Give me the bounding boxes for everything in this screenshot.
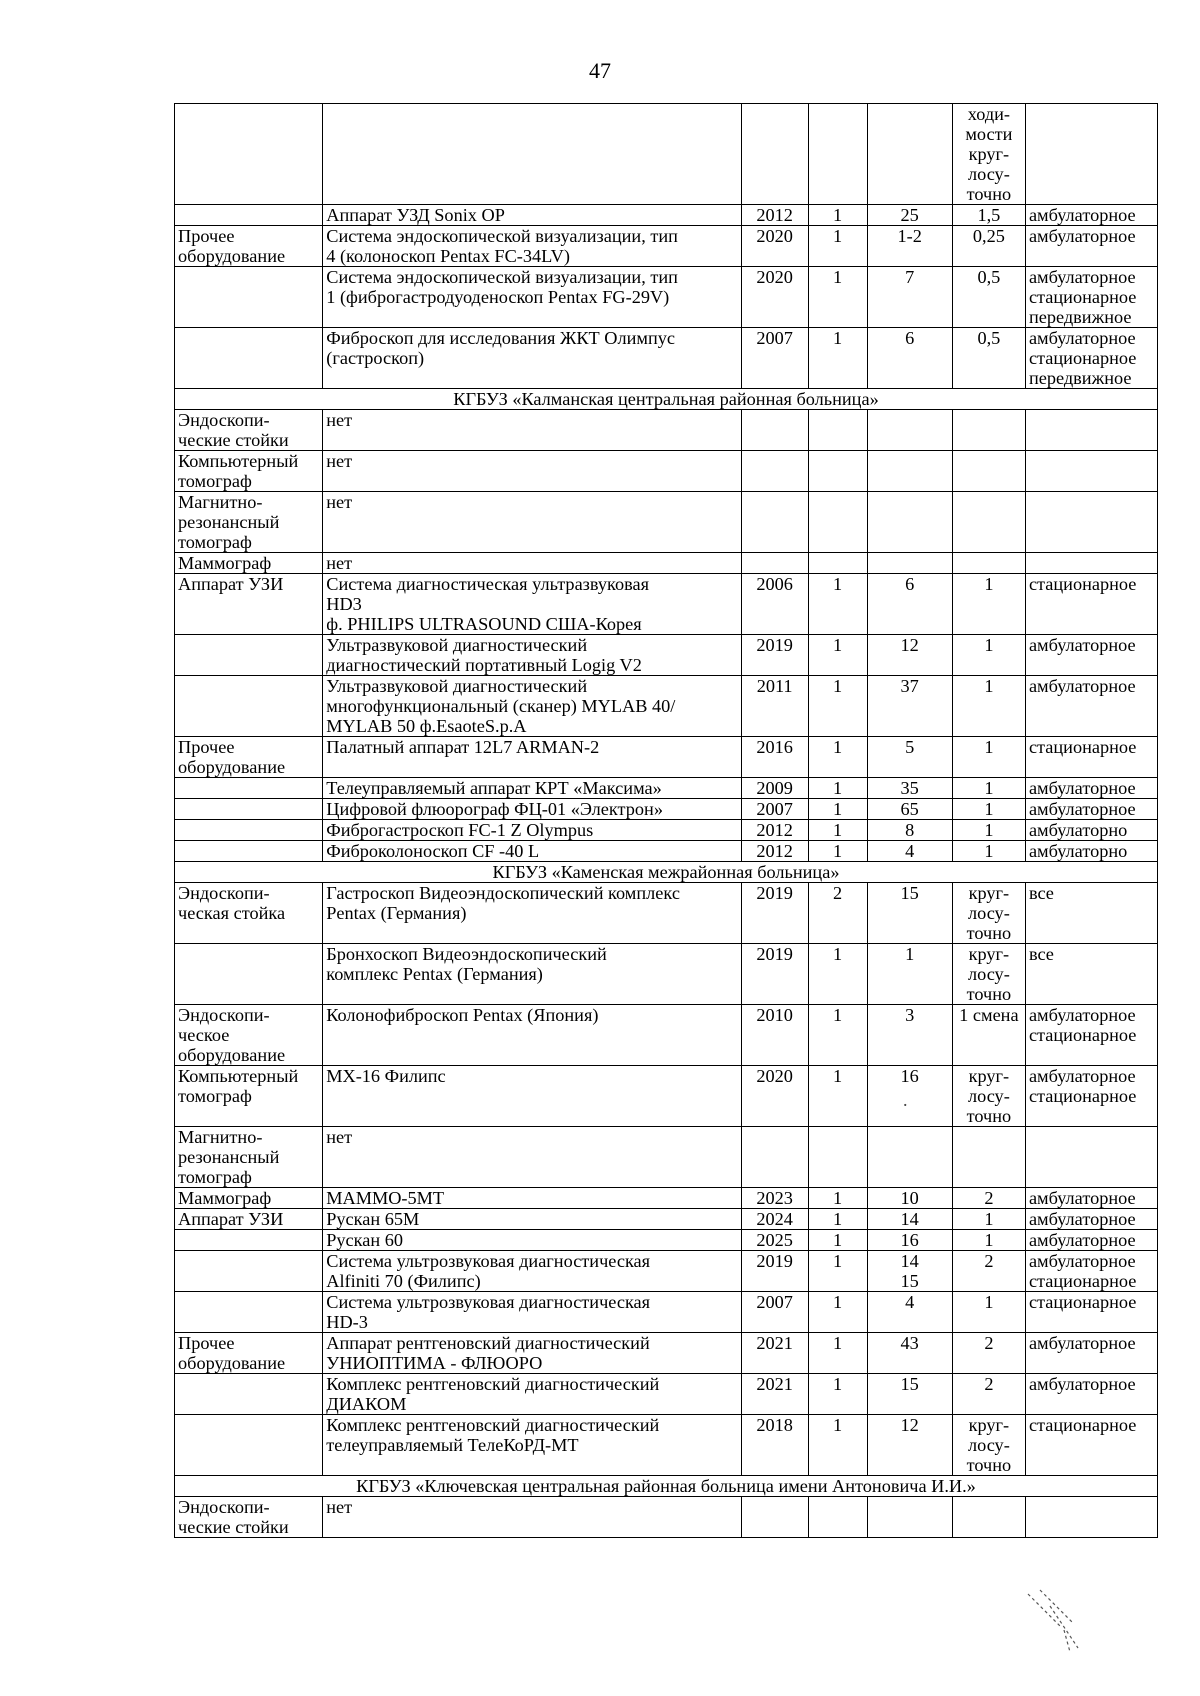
qty-cell (808, 553, 867, 574)
table-body (175, 104, 1158, 1538)
equipment-cell: Гастроскоп Видеоэндоскопический комплекс Pentax (Германия) (323, 883, 741, 944)
page-number: 47 (589, 58, 611, 83)
qty-cell: 1 (808, 944, 867, 1005)
mode-cell: амбулаторное стационарное (1025, 1005, 1157, 1066)
table-row (175, 1292, 1158, 1333)
qty-cell: 1 (808, 205, 867, 226)
table-row (175, 737, 1158, 778)
equipment-cell: Цифровой флюорограф ФЦ-01 «Электрон» (323, 799, 741, 820)
qty-cell (808, 1497, 867, 1538)
category-cell: Прочее оборудование (175, 737, 323, 778)
load-cell: круг- лосу- точно (952, 1415, 1025, 1476)
qty-cell (808, 451, 867, 492)
category-cell: Прочее оборудование (175, 1333, 323, 1374)
mode-cell: стационарное (1025, 574, 1157, 635)
table-row (175, 574, 1158, 635)
category-cell (175, 267, 323, 328)
equipment-cell: нет (323, 410, 741, 451)
category-cell (175, 841, 323, 862)
qty-cell: 2 (808, 883, 867, 944)
category-cell: Эндоскопи- ческие стойки (175, 1497, 323, 1538)
mode-cell: стационарное (1025, 1415, 1157, 1476)
qty-cell: 1 (808, 1251, 867, 1292)
year-cell (741, 553, 808, 574)
category-cell: Аппарат УЗИ (175, 1209, 323, 1230)
table-row (175, 841, 1158, 862)
year-cell: 2012 (741, 205, 808, 226)
equipment-cell: Аппарат рентгеновский диагностический УНИОПТИМА - ФЛЮОРО (323, 1333, 741, 1374)
load-cell: круг- лосу- точно (952, 1066, 1025, 1127)
wear-cell: 10 (867, 1188, 952, 1209)
table-row (175, 1209, 1158, 1230)
wear-cell: 1 (867, 944, 952, 1005)
qty-cell: 1 (808, 267, 867, 328)
category-cell (175, 328, 323, 389)
year-cell (741, 410, 808, 451)
wear-cell (867, 410, 952, 451)
year-cell: 2012 (741, 841, 808, 862)
qty-cell: 1 (808, 1005, 867, 1066)
table-row (175, 1415, 1158, 1476)
load-cell: 1 (952, 820, 1025, 841)
category-cell (175, 944, 323, 1005)
category-cell (175, 778, 323, 799)
equipment-cell: Рускан 65М (323, 1209, 741, 1230)
mode-cell: амбулаторно (1025, 841, 1157, 862)
qty-cell: 1 (808, 1230, 867, 1251)
qty-cell: 1 (808, 676, 867, 737)
mode-cell (1025, 1497, 1157, 1538)
load-cell: 2 (952, 1374, 1025, 1415)
equipment-cell: нет (323, 451, 741, 492)
year-cell: 2020 (741, 226, 808, 267)
wear-cell: 25 (867, 205, 952, 226)
equipment-cell: нет (323, 492, 741, 553)
year-cell: 2006 (741, 574, 808, 635)
year-cell (741, 1497, 808, 1538)
mode-cell: амбулаторное стационарное передвижное (1025, 267, 1157, 328)
table-row (175, 205, 1158, 226)
load-cell: круг- лосу- точно (952, 944, 1025, 1005)
equipment-cell: Ультразвуковой диагностический диагностический портативный Logig V2 (323, 635, 741, 676)
table-row (175, 676, 1158, 737)
qty-cell: 1 (808, 841, 867, 862)
table-row (175, 1374, 1158, 1415)
table-row (175, 1251, 1158, 1292)
header-continuation-row (175, 104, 1158, 205)
equipment-cell: Комплекс рентгеновский диагностический телеуправляемый ТелеКоРД-МТ (323, 1415, 741, 1476)
mode-cell: амбулаторное (1025, 1209, 1157, 1230)
equipment-cell: Ультразвуковой диагностический многофункциональный (сканер) MYLAB 40/ MYLAB 50 ф.EsaoteS.p.A (323, 676, 741, 737)
load-cell: 1 смена (952, 1005, 1025, 1066)
equipment-cell: Колонофиброскоп Pentax (Япония) (323, 1005, 741, 1066)
load-cell: 1 (952, 1292, 1025, 1333)
year-cell: 2012 (741, 820, 808, 841)
load-cell: 0,5 (952, 267, 1025, 328)
year-cell: 2007 (741, 328, 808, 389)
qty-cell (808, 410, 867, 451)
category-cell: Эндоскопи- ческая стойка (175, 883, 323, 944)
wear-cell (867, 451, 952, 492)
handwritten-mark-icon (1020, 1586, 1090, 1656)
equipment-cell: Палатный аппарат 12L7 ARMAN-2 (323, 737, 741, 778)
table-row (175, 267, 1158, 328)
equipment-cell: Аппарат УЗД Sonix OP (323, 205, 741, 226)
qty-cell: 1 (808, 778, 867, 799)
equipment-cell: Комплекс рентгеновский диагностический ДИАКОМ (323, 1374, 741, 1415)
category-cell (175, 635, 323, 676)
year-cell: 2019 (741, 635, 808, 676)
category-cell (175, 1292, 323, 1333)
year-cell: 2019 (741, 883, 808, 944)
load-cell (952, 1497, 1025, 1538)
wear-cell: 16 (867, 1066, 952, 1127)
qty-cell (808, 492, 867, 553)
year-cell: 2007 (741, 799, 808, 820)
year-cell (741, 1127, 808, 1188)
equipment-cell: Рускан 60 (323, 1230, 741, 1251)
load-cell (952, 553, 1025, 574)
load-cell: 1 (952, 574, 1025, 635)
category-cell: Компьютерный томограф (175, 1066, 323, 1127)
wear-cell: 6 (867, 574, 952, 635)
equipment-cell: Система эндоскопической визуализации, тип 4 (колоноскоп Pentax FC-34LV) (323, 226, 741, 267)
category-cell (175, 820, 323, 841)
wear-cell: 4 (867, 841, 952, 862)
equipment-cell: Фиброколоноскоп CF -40 L (323, 841, 741, 862)
year-cell: 2021 (741, 1374, 808, 1415)
mode-cell (1025, 451, 1157, 492)
mode-cell: амбулаторное (1025, 226, 1157, 267)
wear-cell: 15 (867, 883, 952, 944)
wear-cell: 4 (867, 1292, 952, 1333)
table-row (175, 328, 1158, 389)
wear-cell (867, 553, 952, 574)
category-cell: Компьютерный томограф (175, 451, 323, 492)
qty-cell: 1 (808, 1374, 867, 1415)
section-header-row (175, 389, 1158, 410)
year-cell: 2016 (741, 737, 808, 778)
load-cell: круг- лосу- точно (952, 883, 1025, 944)
load-cell: 1 (952, 799, 1025, 820)
qty-cell: 1 (808, 1333, 867, 1374)
wear-cell: 1-2 (867, 226, 952, 267)
category-cell: Маммограф (175, 1188, 323, 1209)
mode-cell: амбулаторное стационарное передвижное (1025, 328, 1157, 389)
year-cell: 2019 (741, 944, 808, 1005)
year-cell (741, 451, 808, 492)
wear-cell: 8 (867, 820, 952, 841)
table-row (175, 1230, 1158, 1251)
section-header-row (175, 862, 1158, 883)
header-continuation-cell: ходи- мости круг- лосу- точно (952, 104, 1025, 205)
equipment-cell: Система ультрозвуковая диагностическая Alfiniti 70 (Филипс) (323, 1251, 741, 1292)
equipment-cell: Система ультрозвуковая диагностическая HD-3 (323, 1292, 741, 1333)
category-cell (175, 799, 323, 820)
mode-cell: амбулаторное (1025, 205, 1157, 226)
table-row (175, 1497, 1158, 1538)
qty-cell: 1 (808, 1066, 867, 1127)
mode-cell: все (1025, 883, 1157, 944)
equipment-cell: Телеуправляемый аппарат КРТ «Максима» (323, 778, 741, 799)
mode-cell: амбулаторное (1025, 799, 1157, 820)
table-row (175, 1188, 1158, 1209)
qty-cell: 1 (808, 1292, 867, 1333)
load-cell: 2 (952, 1188, 1025, 1209)
wear-cell: 12 (867, 635, 952, 676)
stray-mark: . (903, 1090, 908, 1110)
load-cell: 1 (952, 737, 1025, 778)
table-row (175, 799, 1158, 820)
table-row (175, 820, 1158, 841)
mode-cell: амбулаторно (1025, 820, 1157, 841)
table-row (175, 451, 1158, 492)
year-cell: 2023 (741, 1188, 808, 1209)
equipment-cell: Система эндоскопической визуализации, тип 1 (фиброгастродуоденоскоп Pentax FG-29V) (323, 267, 741, 328)
equipment-cell: нет (323, 1497, 741, 1538)
wear-cell: 3 (867, 1005, 952, 1066)
load-cell: 0,25 (952, 226, 1025, 267)
mode-cell: амбулаторное (1025, 676, 1157, 737)
year-cell: 2025 (741, 1230, 808, 1251)
load-cell (952, 492, 1025, 553)
section-title: КГБУЗ «Ключевская центральная районная больница имени Антоновича И.И.» (175, 1476, 1158, 1497)
equipment-cell: Бронхоскоп Видеоэндоскопический комплекс Pentax (Германия) (323, 944, 741, 1005)
category-cell (175, 205, 323, 226)
wear-cell: 5 (867, 737, 952, 778)
wear-cell (867, 1497, 952, 1538)
load-cell: 1 (952, 778, 1025, 799)
year-cell: 2011 (741, 676, 808, 737)
load-cell: 1 (952, 1209, 1025, 1230)
load-cell: 0,5 (952, 328, 1025, 389)
category-cell (175, 676, 323, 737)
table-row (175, 410, 1158, 451)
mode-cell: амбулаторное (1025, 635, 1157, 676)
mode-cell: амбулаторное (1025, 778, 1157, 799)
section-title: КГБУЗ «Калманская центральная районная больница» (175, 389, 1158, 410)
table-row (175, 1333, 1158, 1374)
year-cell: 2020 (741, 1066, 808, 1127)
load-cell: 2 (952, 1333, 1025, 1374)
qty-cell: 1 (808, 328, 867, 389)
load-cell: 2 (952, 1251, 1025, 1292)
mode-cell: амбулаторное стационарное (1025, 1251, 1157, 1292)
equipment-cell: нет (323, 1127, 741, 1188)
category-cell (175, 1374, 323, 1415)
year-cell: 2018 (741, 1415, 808, 1476)
qty-cell: 1 (808, 799, 867, 820)
mode-cell: амбулаторное (1025, 1230, 1157, 1251)
wear-cell: 6 (867, 328, 952, 389)
table-row (175, 778, 1158, 799)
load-cell: 1 (952, 1230, 1025, 1251)
equipment-table (174, 103, 1158, 1538)
mode-cell (1025, 553, 1157, 574)
table-row (175, 492, 1158, 553)
mode-cell: амбулаторное стационарное (1025, 1066, 1157, 1127)
load-cell: 1 (952, 676, 1025, 737)
equipment-cell: нет (323, 553, 741, 574)
year-cell: 2020 (741, 267, 808, 328)
mode-cell: стационарное (1025, 737, 1157, 778)
year-cell: 2019 (741, 1251, 808, 1292)
category-cell: Эндоскопи- ческое оборудование (175, 1005, 323, 1066)
table-row (175, 944, 1158, 1005)
year-cell: 2009 (741, 778, 808, 799)
mode-cell: амбулаторное (1025, 1374, 1157, 1415)
qty-cell: 1 (808, 1188, 867, 1209)
wear-cell: 16 (867, 1230, 952, 1251)
category-cell: Магнитно- резонансный томограф (175, 492, 323, 553)
section-title: КГБУЗ «Каменская межрайонная больница» (175, 862, 1158, 883)
table-row (175, 1066, 1158, 1127)
mode-cell (1025, 410, 1157, 451)
mode-cell: все (1025, 944, 1157, 1005)
equipment-cell: МАММО-5МТ (323, 1188, 741, 1209)
load-cell: 1 (952, 841, 1025, 862)
qty-cell: 1 (808, 1209, 867, 1230)
year-cell (741, 492, 808, 553)
load-cell: 1 (952, 635, 1025, 676)
qty-cell (808, 1127, 867, 1188)
load-cell (952, 410, 1025, 451)
wear-cell (867, 1127, 952, 1188)
category-cell (175, 1251, 323, 1292)
qty-cell: 1 (808, 737, 867, 778)
year-cell: 2024 (741, 1209, 808, 1230)
category-cell: Эндоскопи- ческие стойки (175, 410, 323, 451)
equipment-cell: Фиброгастроскоп FC-1 Z Olympus (323, 820, 741, 841)
table-row (175, 635, 1158, 676)
qty-cell: 1 (808, 635, 867, 676)
category-cell (175, 1230, 323, 1251)
wear-cell: 14 (867, 1209, 952, 1230)
equipment-cell: Система диагностическая ультразвуковая HD3 ф. PHILIPS ULTRASOUND США-Корея (323, 574, 741, 635)
table-row (175, 1127, 1158, 1188)
wear-cell: 65 (867, 799, 952, 820)
category-cell (175, 1415, 323, 1476)
year-cell: 2021 (741, 1333, 808, 1374)
table-row (175, 883, 1158, 944)
wear-cell: 7 (867, 267, 952, 328)
qty-cell: 1 (808, 574, 867, 635)
section-header-row (175, 1476, 1158, 1497)
load-cell: 1,5 (952, 205, 1025, 226)
wear-cell: 43 (867, 1333, 952, 1374)
wear-cell: 37 (867, 676, 952, 737)
year-cell: 2007 (741, 1292, 808, 1333)
table-row (175, 1005, 1158, 1066)
wear-cell (867, 492, 952, 553)
wear-cell: 35 (867, 778, 952, 799)
category-cell: Маммограф (175, 553, 323, 574)
table-row (175, 553, 1158, 574)
category-cell: Магнитно- резонансный томограф (175, 1127, 323, 1188)
equipment-cell: Фиброскоп для исследования ЖКТ Олимпус (гастроскоп) (323, 328, 741, 389)
category-cell: Аппарат УЗИ (175, 574, 323, 635)
wear-cell: 15 (867, 1374, 952, 1415)
equipment-cell: MX-16 Филипс (323, 1066, 741, 1127)
mode-cell: амбулаторное (1025, 1333, 1157, 1374)
mode-cell: амбулаторное (1025, 1188, 1157, 1209)
load-cell (952, 451, 1025, 492)
qty-cell: 1 (808, 226, 867, 267)
load-cell (952, 1127, 1025, 1188)
category-cell: Прочее оборудование (175, 226, 323, 267)
mode-cell (1025, 1127, 1157, 1188)
mode-cell: стационарное (1025, 1292, 1157, 1333)
wear-cell: 14 15 (867, 1251, 952, 1292)
mode-cell (1025, 492, 1157, 553)
year-cell: 2010 (741, 1005, 808, 1066)
qty-cell: 1 (808, 820, 867, 841)
table-row (175, 226, 1158, 267)
wear-cell: 12 (867, 1415, 952, 1476)
qty-cell: 1 (808, 1415, 867, 1476)
